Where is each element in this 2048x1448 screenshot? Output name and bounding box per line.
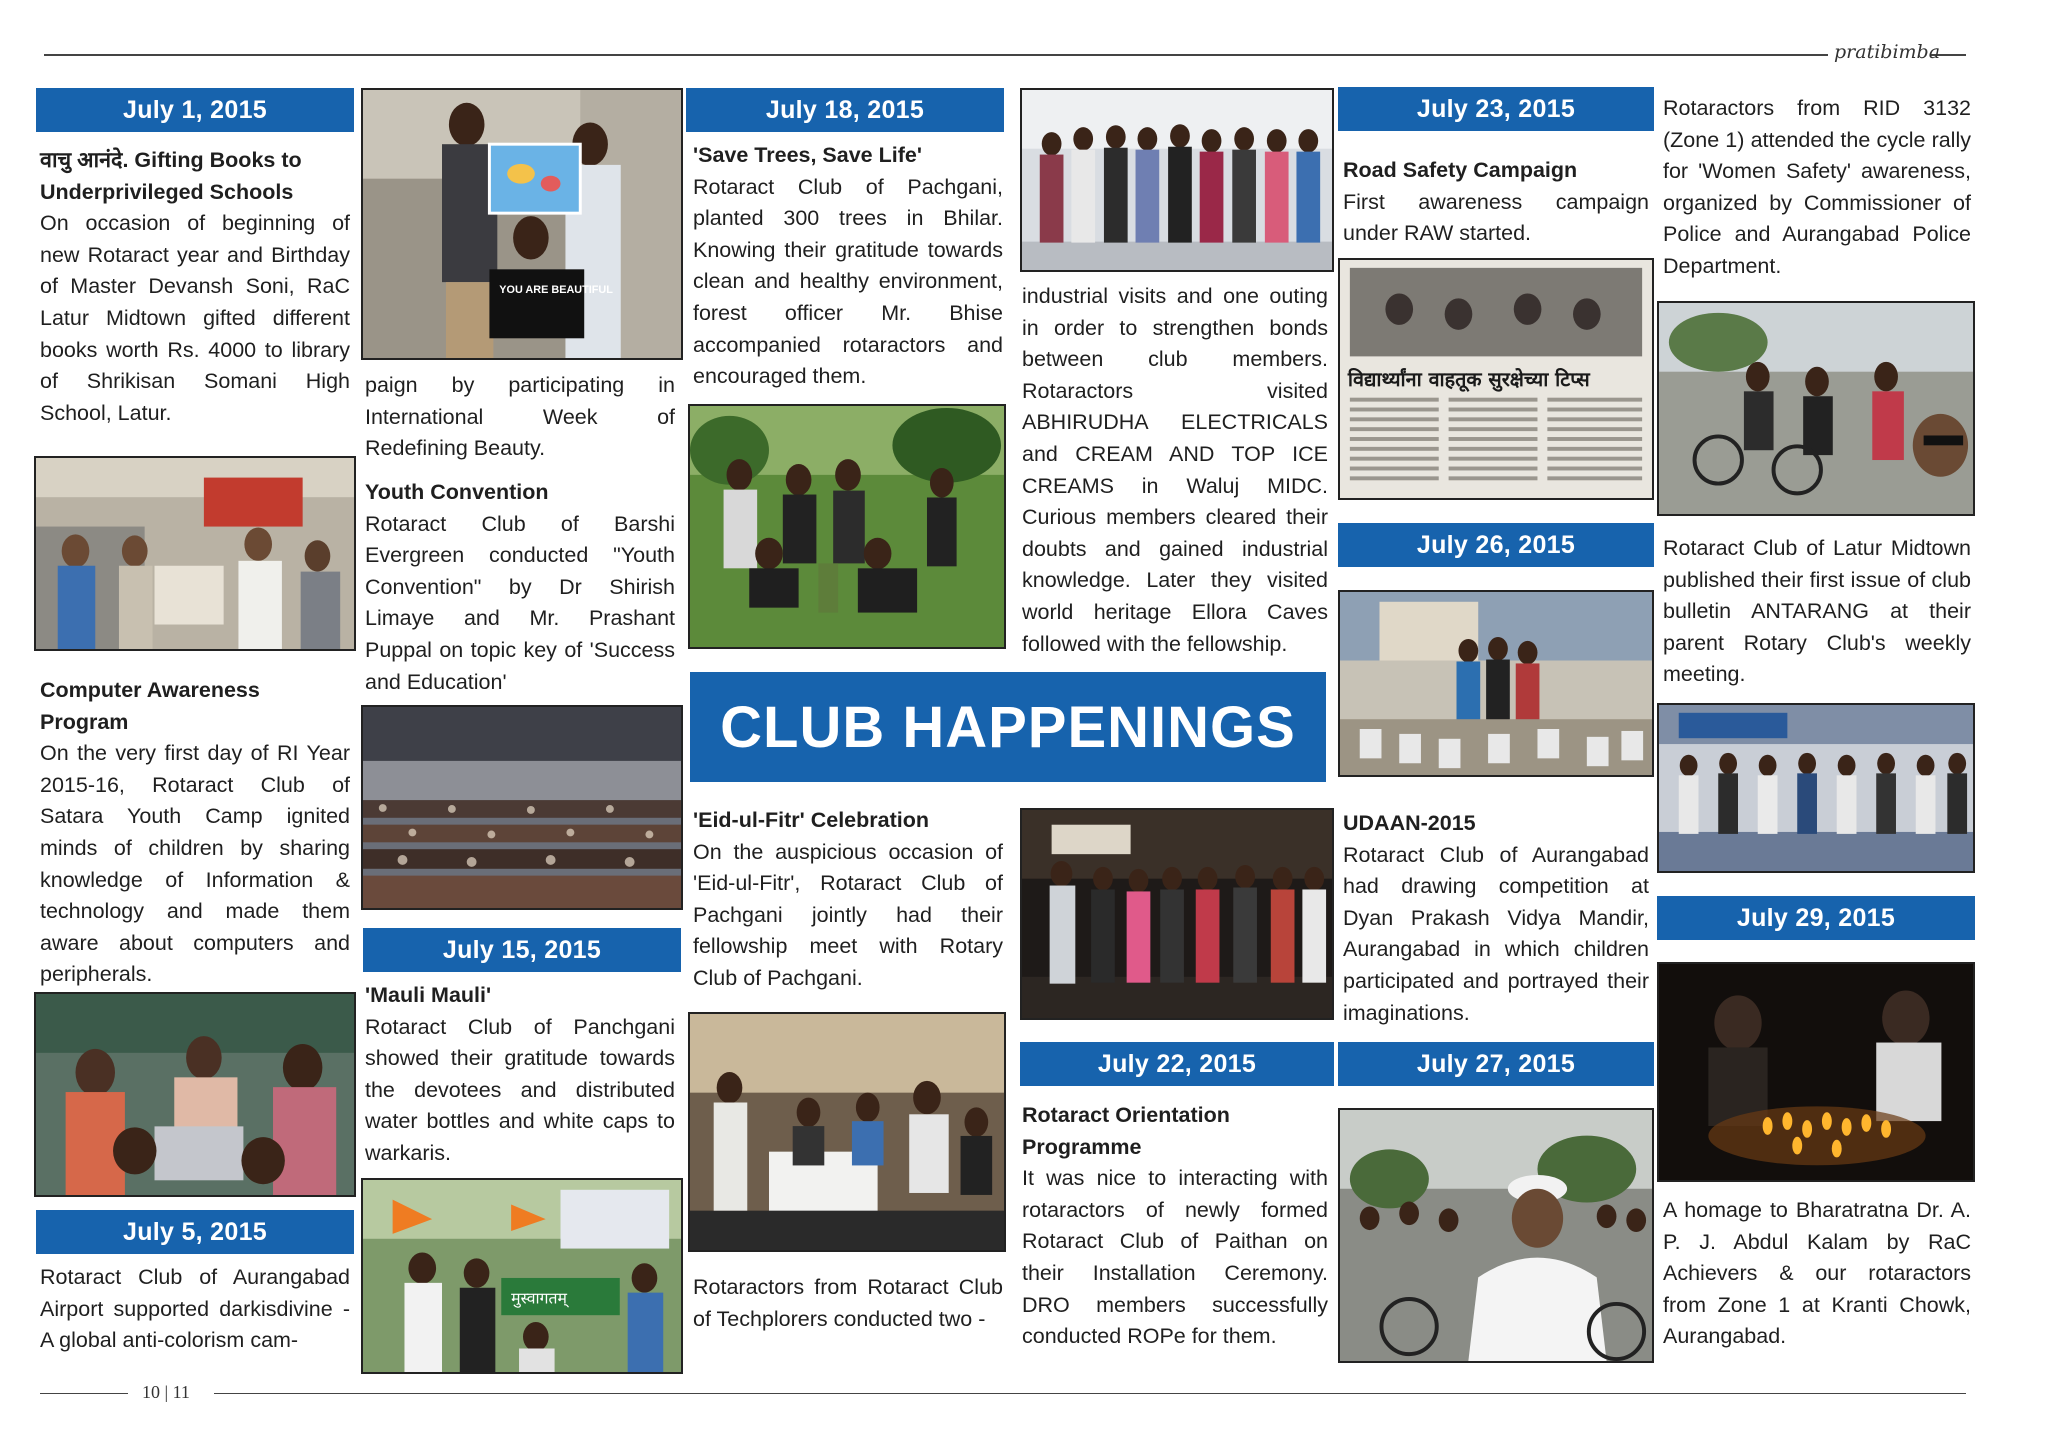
story-computer-awareness (40, 675, 350, 991)
date-banner-july-27: July 27, 2015 (1338, 1042, 1654, 1086)
date-banner-july-18: July 18, 2015 (686, 88, 1004, 132)
poster-sign-text: YOU ARE BEAUTIFUL (499, 283, 613, 296)
date-banner-july-15: July 15, 2015 (363, 928, 681, 972)
footer-rule-right (214, 1393, 1966, 1394)
story-eid-ul-fitr (693, 805, 1003, 995)
photo-candle-homage (1657, 962, 1975, 1182)
footer-rule-left (40, 1393, 128, 1394)
story-redefining-beauty (365, 370, 675, 465)
date-banner-july-22: July 22, 2015 (1020, 1042, 1334, 1086)
story-body: A homage to Bharatratna Dr. A. P. J. Abdul Kalam by RaC Achievers & our rotaractors from Zone 1 at Kranti Chowk, Aurangabad. (1663, 1198, 1971, 1349)
story-heading: 'Save Trees, Save Life' (693, 143, 922, 167)
photo-cycle-rally-riders (1657, 301, 1975, 516)
photo-newspaper-clipping (1338, 258, 1654, 500)
story-body: Rotaract Club of Aurangabad had drawing competition at Dyan Prakash Vidya Mandir, Aurangabad in which children participated and portrayed their imaginations. (1343, 842, 1649, 1025)
photo-warkaris-procession (361, 1178, 683, 1374)
photo-paithan-group-night (1020, 808, 1334, 1020)
story-heading: 'Mauli Mauli' (365, 983, 492, 1007)
story-body: On the auspicious occasion of 'Eid-ul-Fitr', Rotaract Club of Pachgani jointly had their fellowship meet with Rotary Club of Pachgani. (693, 839, 1003, 990)
photo-cycle-rally-selfie (1338, 1108, 1654, 1363)
story-mauli-mauli (365, 980, 675, 1170)
story-body: industrial visits and one outing in order to strengthen bonds between club members. Rotaractors visited ABHIRUDHA ELECTRICALS and CREAM AND TOP ICE CREAMS in Waluj MIDC. Curious members cleared their doubts and gained industrial knowledge. Later they visited world heritage Ellora Caves followed with the fellowship. (1022, 284, 1328, 656)
photo-udaan-drawing (1338, 590, 1654, 777)
story-heading: वाचु आनंदे. Gifting Books to Underprivileged Schools (40, 148, 302, 204)
story-heading: Rotaract Orientation Programme (1022, 1103, 1230, 1159)
story-body: Rotaract Club of Pachgani, planted 300 trees in Bhilar. Knowing their gratitude towards clean and healthy environment, forest officer Mr. Bhise accompanied rotaractors and encouraged them. (693, 174, 1003, 389)
photo-youth-convention-hall (361, 705, 683, 910)
date-banner-july-1: July 1, 2015 (36, 88, 354, 132)
story-techplorers (693, 1272, 1003, 1335)
story-industrial-visits (1022, 281, 1328, 660)
date-banner-july-23: July 23, 2015 (1338, 87, 1654, 131)
story-youth-convention (365, 477, 675, 698)
story-body: Rotaract Club of Panchgani showed their gratitude towards the devotees and distributed water bottles and white caps to warkaris. (365, 1014, 675, 1165)
story-body: On occasion of beginning of new Rotaract year and Birthday of Master Devansh Soni, RaC Latur Midtown gifted different books worth Rs. 4000 to library of Shrikisan Somani High School, Latur. (40, 211, 350, 425)
story-heading: UDAAN-2015 (1343, 811, 1476, 835)
story-body: Rotaractors from RID 3132 (Zone 1) attended the cycle rally for 'Women Safety' awareness, organized by Commissioner of Police and Aurangabad Police Department. (1663, 96, 1971, 278)
story-darkisdivine (40, 1262, 350, 1357)
story-cycle-rally (1663, 93, 1971, 283)
photo-industrial-visit-group (1020, 88, 1334, 272)
photo-eid-fellowship (688, 1012, 1006, 1252)
page-numbers: 10 | 11 (142, 1382, 190, 1402)
date-banner-july-26: July 26, 2015 (1338, 523, 1654, 567)
story-antarang-bulletin (1663, 533, 1971, 691)
photo-book-donation (34, 456, 356, 651)
photo-tree-plantation (688, 404, 1006, 649)
banner-sign-text: मुस्वागतम् (511, 1288, 567, 1308)
story-heading: 'Eid-ul-Fitr' Celebration (693, 808, 929, 832)
story-vachu-anande (40, 145, 350, 429)
story-body: Rotaract Club of Aurangabad Airport supported darkisdivine - A global anti-colorism cam- (40, 1265, 350, 1353)
story-body: paign by participating in International Week of Redefining Beauty. (365, 373, 675, 461)
photo-children-laptop (34, 992, 356, 1197)
date-banner-july-29: July 29, 2015 (1657, 896, 1975, 940)
story-heading: Road Safety Campaign (1343, 158, 1578, 182)
photo-you-are-beautiful (361, 88, 683, 360)
story-body: It was nice to interacting with rotaractors of newly formed Rotaract Club of Paithan on their Installation Ceremony. DRO members successfully conducted ROPe for them. (1022, 1166, 1328, 1349)
story-body: First awareness campaign under RAW started. (1343, 189, 1649, 246)
story-body: On the very first day of RI Year 2015-16, Rotaract Club of Satara Youth Camp ignited minds of children by sharing knowledge of Information & technology and made them aware about computers and peripherals. (40, 741, 350, 987)
story-body: Rotaract Club of Latur Midtown published their first issue of club bulletin ANTARANG at their parent Rotary Club's weekly meeting. (1663, 536, 1971, 687)
header-rule (44, 54, 1828, 56)
club-happenings-title: CLUB HAPPENINGS (690, 672, 1326, 782)
story-save-trees (693, 140, 1003, 393)
story-road-safety (1343, 155, 1649, 250)
magazine-brand: pratibimba (1834, 41, 1941, 63)
story-heading: Computer Awareness Program (40, 678, 260, 734)
date-banner-july-5: July 5, 2015 (36, 1210, 354, 1254)
story-body: Rotaract Club of Barshi Evergreen conducted "Youth Convention" by Dr Shirish Limaye and Mr. Prashant Puppal on topic key of 'Success and Education' (365, 511, 675, 694)
newspaper-headline-text: विद्यार्थ्यांना वाहतूक सुरक्षेच्या टिप्स (1347, 367, 1590, 391)
photo-bulletin-release (1657, 703, 1975, 873)
story-udaan-2015 (1343, 808, 1649, 1029)
story-kalam-homage (1663, 1195, 1971, 1353)
story-body: Rotaractors from Rotaract Club of Techplorers conducted two - (693, 1275, 1003, 1331)
story-heading: Youth Convention (365, 480, 549, 504)
story-orientation-programme (1022, 1100, 1328, 1353)
